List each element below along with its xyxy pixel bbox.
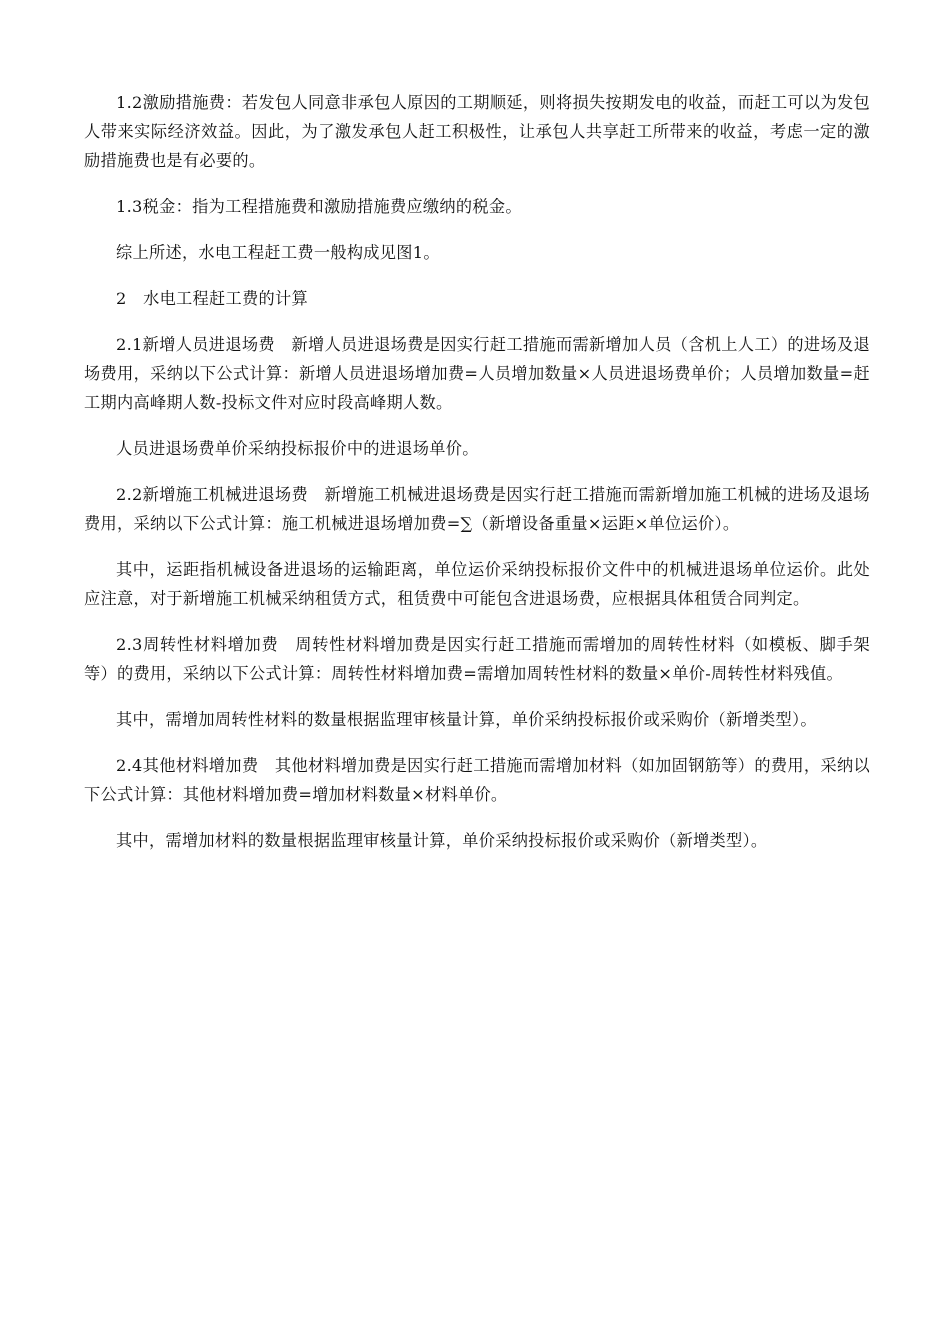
paragraph-turnover-material-note: 其中，需增加周转性材料的数量根据监理审核量计算，单价采纳投标报价或采购价（新增类型）。 <box>116 710 817 729</box>
paragraph-machinery-note: 其中，运距指机械设备进退场的运输距离，单位运价采纳投标报价文件中的机械进退场单位运价。此处应注意，对于新增施工机械采纳租赁方式，租赁费中可能包含进退场费，应根据具体租赁合同判定。 <box>84 560 870 608</box>
paragraph-other-material-fee: 2.4其他材料增加费 其他材料增加费是因实行赶工措施而需增加材料（如加固钢筋等）的费用，采纳以下公式计算：其他材料增加费=增加材料数量×材料单价。 <box>84 756 870 804</box>
paragraph-new-personnel-fee: 2.1新增人员进退场费 新增人员进退场费是因实行赶工措施而需新增加人员（含机上人工）的进场及退场费用，采纳以下公式计算：新增人员进退场增加费=人员增加数量×人员进退场费单价；人员增加数量=赶工期内高峰期人数-投标文件对应时段高峰期人数。 <box>84 335 870 412</box>
section-heading-calculation: 2 水电工程赶工费的计算 <box>116 289 308 308</box>
paragraph-new-machinery-fee: 2.2新增施工机械进退场费 新增施工机械进退场费是因实行赶工措施而需新增加施工机械的进场及退场费用，采纳以下公式计算：施工机械进退场增加费=∑（新增设备重量×运距×单位运价）。 <box>84 485 870 533</box>
paragraph-summary: 综上所述，水电工程赶工费一般构成见图1。 <box>116 243 440 262</box>
paragraph-tax: 1.3税金：指为工程措施费和激励措施费应缴纳的税金。 <box>116 197 522 216</box>
paragraph-turnover-material-fee: 2.3周转性材料增加费 周转性材料增加费是因实行赶工措施而需增加的周转性材料（如模板、脚手架等）的费用，采纳以下公式计算：周转性材料增加费=需增加周转性材料的数量×单价-周转性材料残值。 <box>84 635 870 683</box>
paragraph-personnel-unit-price: 人员进退场费单价采纳投标报价中的进退场单价。 <box>116 439 479 458</box>
paragraph-other-material-note: 其中，需增加材料的数量根据监理审核量计算，单价采纳投标报价或采购价（新增类型）。 <box>116 831 768 850</box>
paragraph-incentive-fee: 1.2激励措施费：若发包人同意非承包人原因的工期顺延，则将损失按期发电的收益，而赶工可以为发包人带来实际经济效益。因此，为了激发承包人赶工积极性，让承包人共享赶工所带来的收益，考虑一定的激励措施费也是有必要的。 <box>84 93 870 170</box>
document-page <box>84 88 870 872</box>
